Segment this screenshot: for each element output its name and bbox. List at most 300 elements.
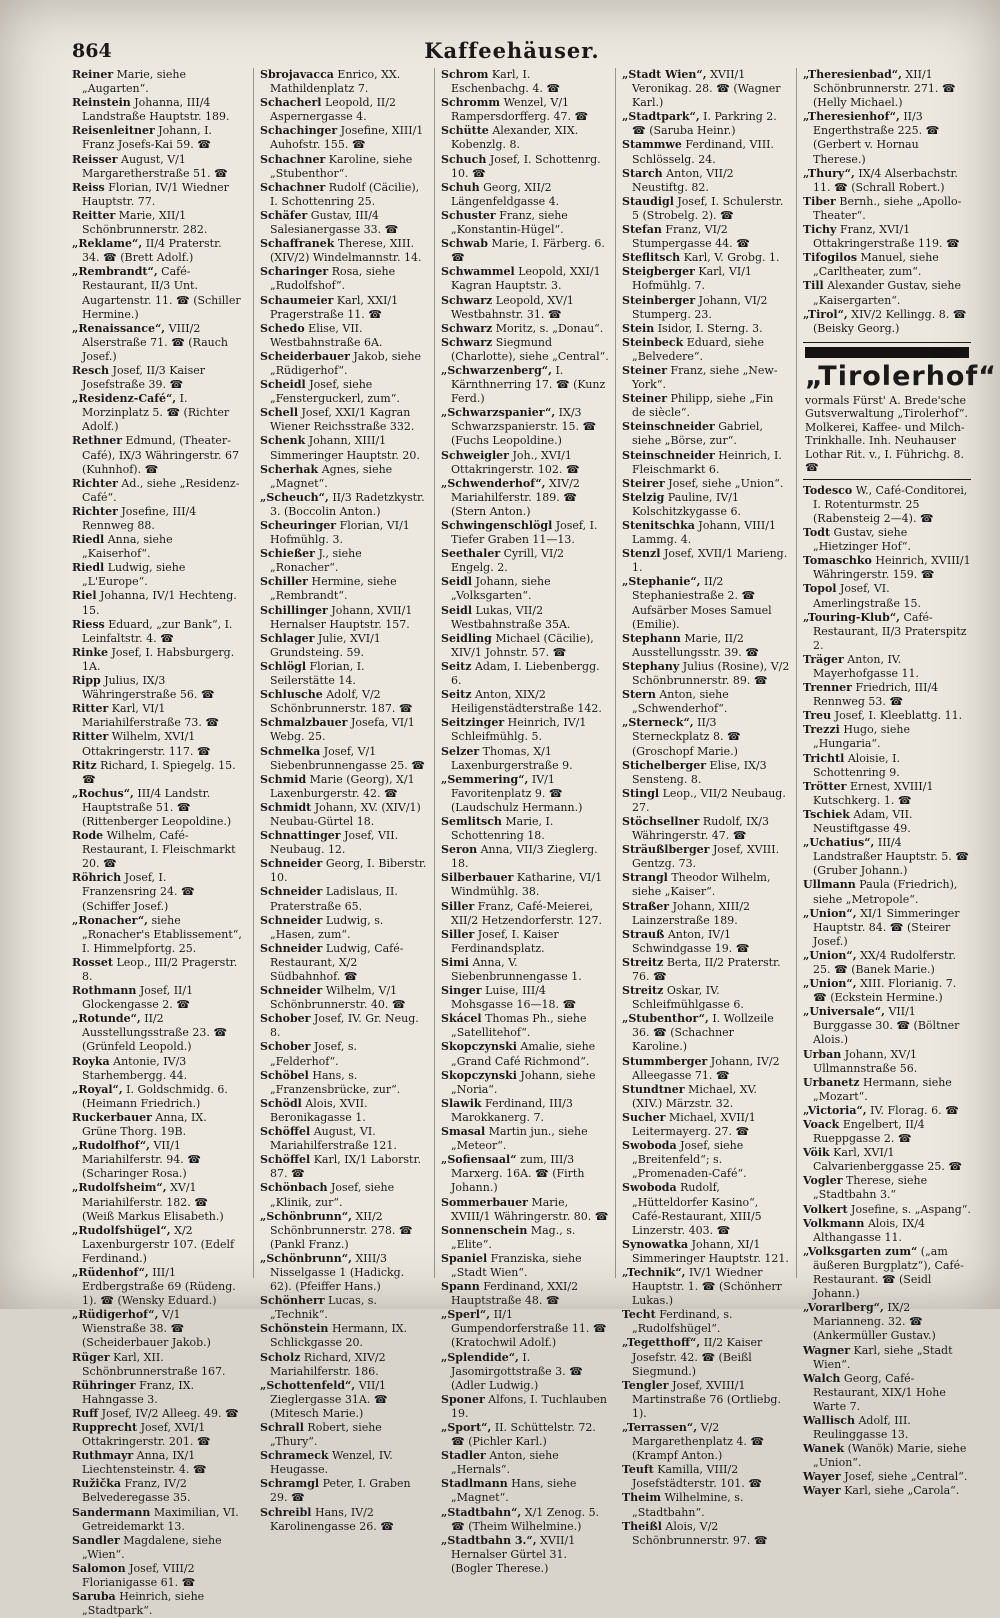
entry-details: Martin jun., siehe „Meteor“. — [451, 1125, 588, 1153]
entry-details: Josef, siehe „Klinik, zur“. — [270, 1181, 395, 1209]
listing-entry — [441, 1308, 609, 1350]
entry-details: Adam, VII. Neustiftgasse 49. — [813, 807, 913, 836]
listing-entry — [260, 1252, 428, 1294]
entry-details: Marie, II/2 Ausstellungsstr. 39. ☎ — [632, 631, 759, 659]
entry-details: Leopold, XXI/1 Kagran Hauptstr. 3. — [451, 265, 601, 293]
entry-name: „Splendide“, — [441, 1350, 519, 1364]
entry-name: „Uchatius“, — [803, 836, 875, 850]
listing-entry — [72, 322, 242, 364]
entry-details: Karl, XXI/1 Pragerstraße 11. ☎ — [270, 293, 399, 321]
entry-details: Georg, XII/2 Längenfeldgasse 4. — [451, 180, 560, 208]
entry-name: „Rotunde“, — [72, 1012, 141, 1026]
listing-entry — [441, 660, 609, 688]
entry-name: „Rochus“, — [72, 786, 134, 800]
ad-text-line: Molkerei, Kaffee- und Milch- — [805, 420, 965, 434]
listing-entry — [260, 96, 428, 124]
entry-name: Steinberger — [622, 293, 696, 307]
entry-name: Simi — [441, 955, 469, 969]
listing-entry — [260, 378, 428, 406]
entry-details: Anton, IV. Mayerhofgasse 11. — [813, 652, 919, 680]
listing-entry — [803, 653, 971, 681]
entry-name: Siller — [441, 927, 475, 941]
entry-name: Smasal — [441, 1125, 486, 1139]
entry-details: Marie, XII/1 Schönbrunnerstr. 282. — [82, 208, 208, 237]
entry-details: Julius (Rosine), V/2 Schönbrunnerstr. 89. ☎ — [632, 659, 790, 688]
listing-entry — [260, 463, 428, 491]
entry-details: Cyrill, VI/2 Engelg. 2. — [451, 547, 565, 575]
entry-name: „Vorarlberg“, — [803, 1301, 884, 1315]
entry-name: Topol — [803, 582, 837, 596]
listing-entry — [72, 871, 242, 913]
entry-name: Schell — [260, 406, 298, 420]
listing-entry — [441, 843, 609, 871]
entry-name: „Union“, — [803, 948, 857, 962]
listing-entry — [441, 181, 609, 209]
entry-details: II/2 Stephaniestraße 2. ☎ Aufsärber Moses Samuel (Emilie). — [632, 575, 772, 631]
entry-name: Tschiek — [803, 807, 850, 821]
entry-name: „Ronacher“, — [72, 913, 148, 927]
entry-details: V/2 Margarethenplatz 4. ☎ (Krampf Anton.) — [632, 1421, 765, 1463]
entry-name: Stein — [622, 321, 655, 335]
entry-details: Ferdinand, III/3 Marokkanerg. 7. — [451, 1096, 573, 1124]
entry-name: Schiller — [260, 575, 308, 589]
entry-name: Singer — [441, 984, 482, 998]
entry-details: I. Jasomirgottstraße 3. ☎ (Adler Ludwig.) — [451, 1350, 583, 1392]
entry-details: Anton, siehe „Schwenderhof“. — [632, 688, 729, 716]
listing-entry — [72, 477, 242, 505]
entry-details: Jakob, siehe „Rüdigerhof“. — [270, 349, 421, 377]
entry-name: „Rudolfhof“, — [72, 1139, 150, 1153]
listing-entry — [72, 759, 242, 787]
entry-name: Schneider — [260, 913, 323, 927]
entry-details: Agnes, siehe „Magnet“. — [270, 462, 393, 490]
entry-name: Sucher — [622, 1110, 666, 1124]
listing-entry — [803, 1442, 971, 1470]
listing-entry — [441, 900, 609, 928]
listing-entry — [803, 949, 971, 977]
entry-details: Gustav, siehe „Hietzinger Hof“. — [813, 526, 912, 554]
entry-name: „Technik“, — [622, 1265, 686, 1279]
listing-entry — [72, 956, 242, 984]
entry-name: Steirer — [622, 476, 665, 490]
entry-name: „Schottenfeld“, — [260, 1378, 356, 1392]
entry-name: Stingl — [622, 786, 660, 800]
entry-details: Anna, V. Siebenbrunnengasse 1. — [451, 955, 582, 983]
entry-details: Johanna, IV/1 Hechteng. 15. — [82, 589, 237, 617]
entry-name: Trichtl — [803, 751, 845, 765]
entry-details: Josefa, VI/1 Webg. 25. — [270, 716, 415, 744]
entry-name: „Stadt Wien“, — [622, 68, 707, 81]
listing-entry — [803, 907, 971, 949]
entry-name: „Schönbrunn“, — [260, 1251, 352, 1265]
entry-details: Johann, VI/2 Stumperg. 23. — [632, 293, 768, 321]
entry-details: Anna, siehe „Kaiserhof“. — [82, 533, 173, 561]
entry-name: „Thury“, — [803, 166, 855, 180]
entry-details: Berta, II/2 Praterstr. 76. ☎ — [632, 955, 781, 983]
entry-details: Michael, XV. (XIV.) Märzstr. 32. — [632, 1082, 758, 1110]
entry-name: Tifogilos — [803, 251, 858, 265]
page-number: 864 — [72, 40, 112, 62]
entry-name: „Stadtbahn 3.“, — [441, 1533, 537, 1547]
listing-entry — [441, 773, 609, 815]
entry-details: Marie (Georg), X/1 Laxenburgerstr. 42. ☎ — [270, 772, 415, 800]
entry-details: Ferdinand, s. „Rudolfshügel“. — [632, 1308, 733, 1336]
entry-details: Gustav, III/4 Salesianergasse 33. ☎ — [270, 208, 399, 237]
listing-entry — [441, 745, 609, 773]
entry-name: Ružička — [72, 1477, 122, 1491]
entry-name: Stelzig — [622, 490, 665, 504]
listing-entry — [803, 1484, 971, 1498]
listing-entry — [622, 1055, 790, 1083]
entry-details: I. Parkring 2. ☎ (Saruba Heinr.) — [632, 110, 777, 138]
listing-entry — [622, 223, 790, 251]
listing-entry — [622, 449, 790, 477]
listing-entry — [803, 1344, 971, 1372]
entry-name: Schachner — [260, 180, 326, 194]
entry-details: W., Café-Conditorei, I. Rotenturmstr. 25 (Rabensteig 2—4). ☎ — [813, 483, 968, 525]
entry-details: Adolf, V/2 Schönbrunnerstr. 187. ☎ — [270, 688, 413, 716]
listing-entry — [260, 547, 428, 575]
entry-details: Anton, IV/1 Schwindgasse 19. ☎ — [632, 927, 750, 955]
entry-name: Schlögl — [260, 659, 307, 673]
entry-name: Schwammel — [441, 265, 515, 279]
entry-name: Schedo — [260, 321, 305, 335]
entry-name: Steinbeck — [622, 335, 684, 349]
entry-name: Tiber — [803, 194, 836, 208]
entry-details: Philipp, siehe „Fin de siècle“. — [632, 392, 774, 420]
entry-details: Josef, VIII/2 Florianigasse 61. ☎ — [82, 1561, 196, 1590]
listing-entry — [72, 434, 242, 476]
listing-entry — [441, 815, 609, 843]
entry-details: Franz, siehe „New-York“. — [632, 363, 778, 392]
entry-name: Schmalzbauer — [260, 716, 348, 730]
entry-details: Johann, XV/1 Ullmannstraße 56. — [813, 1047, 918, 1075]
listing-entry — [622, 900, 790, 928]
entry-name: Seitz — [441, 688, 472, 702]
entry-details: Wilhelm, XVI/1 Ottakringerstr. 117. ☎ — [82, 730, 211, 758]
entry-name: Steflitsch — [622, 251, 681, 265]
entry-details: Eduard, „zur Bank“, I. Leinfaltstr. 4. ☎ — [82, 617, 233, 645]
entry-name: Steinschneider — [622, 448, 715, 462]
listing-entry — [260, 265, 428, 293]
entry-name: Stummberger — [622, 1054, 708, 1068]
entry-name: „Rüdigerhof“, — [72, 1308, 159, 1322]
entry-name: „Sofiensaal“ — [441, 1153, 517, 1167]
listing-entry — [441, 1393, 609, 1421]
entry-name: „Reklame“, — [72, 237, 143, 251]
entry-details: I. Wollzeile 36. ☎ (Schachner Karoline.) — [632, 1012, 774, 1054]
listing-column-4 — [615, 68, 790, 1547]
entry-name: Trenner — [803, 681, 852, 695]
listing-entry — [260, 294, 428, 322]
entry-details: Josef, I. Kleeblattg. 11. — [834, 709, 963, 723]
entry-details: Johann, VIII/1 Lammg. 4. — [632, 519, 776, 547]
entry-name: Reitter — [72, 208, 116, 222]
entry-name: Voack — [803, 1118, 840, 1131]
listing-entry — [622, 167, 790, 195]
entry-details: Anna, IX/1 Liechtensteinstr. 4. ☎ — [82, 1449, 207, 1477]
listing-entry — [803, 1005, 971, 1047]
entry-name: Steiner — [622, 363, 667, 377]
entry-name: Slawik — [441, 1096, 482, 1110]
entry-name: „Touring-Klub“, — [803, 610, 900, 624]
listing-entry — [441, 1421, 609, 1449]
entry-details: Michael, XVII/1 Leitermayerg. 27. ☎ — [632, 1110, 756, 1139]
entry-name: Semlitsch — [441, 814, 502, 828]
entry-details: Wenzel, IV. Heugasse. — [270, 1449, 393, 1477]
entry-name: Stammwe — [622, 138, 682, 152]
entry-details: Ludwig, Café-Restaurant, X/2 Südbahnhof. ☎ — [270, 941, 404, 983]
listing-entry — [72, 1083, 242, 1111]
listing-entry — [72, 1351, 242, 1379]
entry-details: Johann, IV/2 Alleegasse 71. ☎ — [632, 1054, 780, 1082]
entry-name: „Sperl“, — [441, 1308, 491, 1322]
listing-entry — [72, 1407, 242, 1421]
listing-entry — [803, 1104, 971, 1118]
entry-details: Ferdinand, XXI/2 Hauptstraße 48. ☎ — [451, 1280, 579, 1308]
entry-details: Mag., s. „Elite“. — [451, 1223, 576, 1251]
entry-name: Seidling — [441, 631, 492, 645]
entry-details: Josefine, s. „Aspang“. — [851, 1202, 971, 1216]
entry-name: Riedl — [72, 533, 105, 547]
entry-name: Stenzl — [622, 547, 661, 561]
entry-details: II. Schüttelstr. 72. ☎ (Pichler Karl.) — [451, 1421, 596, 1449]
listing-entry — [72, 1449, 242, 1477]
entry-name: „Tegetthoff“, — [622, 1336, 701, 1350]
entry-details: Franz, IV/2 Belvederegasse 35. — [82, 1477, 191, 1505]
listing-entry — [622, 251, 790, 265]
entry-details: Josef, I. Franzensring 24. ☎ (Schiffer Josef.) — [82, 871, 195, 913]
entry-name: Scheidl — [260, 378, 306, 392]
listing-entry — [803, 1414, 971, 1442]
listing-entry — [622, 1012, 790, 1054]
entry-details: XI/1 Simmeringer Hauptstr. 84. ☎ (Steirer Josef.) — [813, 906, 960, 948]
listing-entry — [260, 801, 428, 829]
entry-name: Schnattinger — [260, 829, 341, 843]
entry-details: X/2 Laxenburgerstr 107. (Edelf Ferdinand.) — [82, 1223, 235, 1265]
listing-entry — [803, 878, 971, 906]
entry-name: Stern — [622, 688, 656, 702]
listing-entry — [622, 928, 790, 956]
listing-entry — [441, 294, 609, 322]
entry-details: Karl, V. Grobg. 1. — [683, 251, 780, 265]
entry-name: Selzer — [441, 744, 480, 758]
entry-details: Josef, VI. Amerlingstraße 15. — [813, 582, 922, 610]
entry-name: Wayer — [803, 1470, 841, 1484]
entry-name: Schmid — [260, 772, 307, 786]
entry-name: Rothmann — [72, 984, 137, 998]
listing-entry — [622, 759, 790, 787]
entry-details: Oskar, IV. Schleifmühlgasse 6. — [632, 984, 744, 1012]
entry-details: IV. Florag. 6. ☎ — [870, 1103, 959, 1117]
entry-name: Steinschneider — [622, 420, 715, 434]
entry-details: XV/1 Mariahilferstr. 182. ☎ (Weiß Markus Elisabeth.) — [82, 1181, 224, 1223]
entry-details: Franz, IX. Hahngasse 3. — [82, 1378, 195, 1406]
entry-details: Isidor, I. Sterng. 3. — [657, 321, 763, 335]
listing-entry — [622, 336, 790, 364]
entry-details: Leop., III/2 Pragerstr. 8. — [82, 955, 238, 983]
entry-details: Amalie, siehe „Grand Café Richmond“. — [451, 1040, 596, 1068]
listing-entry — [260, 745, 428, 773]
listing-entry — [441, 716, 609, 744]
entry-name: Stenitschka — [622, 519, 695, 532]
entry-details: Josef, I. Habsburgerg. 1A. — [82, 645, 235, 673]
listing-entry — [803, 484, 971, 526]
listing-entry — [441, 322, 609, 336]
listing-entry — [72, 1266, 242, 1308]
entry-name: Schmelka — [260, 744, 321, 758]
listing-entry — [622, 519, 790, 547]
entry-details: Alois, IX/4 Althangasse 11. — [813, 1216, 926, 1244]
entry-name: Rüger — [72, 1350, 110, 1364]
entry-name: Schmidt — [260, 800, 312, 814]
entry-details: XX/4 Rudolferstr. 25. ☎ (Banek Marie.) — [813, 948, 956, 976]
listing-entry — [260, 688, 428, 716]
page-title: Kaffeehäuser. — [424, 38, 600, 63]
entry-details: Therese, XIII. (XIV/2) Windelmannstr. 14. — [270, 237, 422, 265]
listing-entry — [441, 477, 609, 519]
listing-entry — [441, 1252, 609, 1280]
listing-entry — [72, 1590, 242, 1618]
entry-details: II/2 Ausstellungsstraße 23. ☎ (Grünfeld Leopold.) — [82, 1012, 228, 1054]
listing-entry — [260, 491, 428, 519]
entry-details: Johann, siehe „Noria“. — [451, 1068, 596, 1096]
entry-details: III/4 Landstr. Hauptstraße 51. ☎ (Rittenberger Leopoldine.) — [82, 786, 232, 828]
entry-details: II/2 Kaiser Josefstr. 42. ☎ (Beißl Siegmund.) — [632, 1336, 763, 1378]
entry-name: Ruthmayr — [72, 1449, 134, 1463]
entry-details: Aloisie, I. Schottenring 9. — [813, 751, 900, 779]
listing-column-1 — [72, 68, 242, 1618]
entry-details: Edmund, (Theater-Café), IX/3 Währingerstr. 67 (Kuhnhof). ☎ — [82, 434, 239, 476]
entry-details: IX/3 Schwarzspanierstr. 15. ☎ (Fuchs Leopoldine.) — [451, 406, 597, 448]
entry-name: „Rudolfsheim“, — [72, 1181, 167, 1195]
entry-details: V/1 Wienstraße 38. ☎ (Scheiderbauer Jakob.) — [82, 1308, 211, 1350]
entry-details: Pauline, IV/1 Kolschitzkygasse 6. — [632, 490, 741, 518]
entry-name: Vogler — [803, 1174, 843, 1188]
entry-name: Ritter — [72, 730, 109, 744]
listing-entry — [260, 322, 428, 350]
listing-entry — [803, 709, 971, 723]
entry-details: IX/2 Marianneng. 32. ☎ (Ankermüller Gustav.) — [813, 1301, 936, 1343]
listing-entry — [260, 575, 428, 603]
listing-entry — [803, 836, 971, 878]
entry-details: Hermann, siehe „Mozart“. — [813, 1075, 952, 1103]
entry-details: Josef, I. Schottenrg. 10. ☎ — [451, 152, 601, 180]
entry-name: Richter — [72, 504, 118, 518]
entry-details: Peter, I. Graben 29. ☎ — [270, 1477, 411, 1505]
entry-name: Scheiderbauer — [260, 349, 350, 363]
entry-details: Karl, siehe „Carola“. — [844, 1484, 960, 1498]
listing-entry — [803, 808, 971, 836]
entry-name: Theißl — [622, 1519, 662, 1533]
entry-name: Schaffranek — [260, 237, 335, 251]
listing-entry — [441, 1153, 609, 1195]
listing-entry — [803, 1076, 971, 1104]
entry-name: Schuch — [441, 152, 487, 166]
listing-entry — [622, 195, 790, 223]
entry-details: Rudolf, „Hütteldorfer Kasino“, Café-Restaurant, XIII/5 Linzerstr. 403. ☎ — [632, 1181, 762, 1237]
listing-entry — [622, 787, 790, 815]
listing-entry — [72, 730, 242, 758]
tirolerhof-advertisement — [803, 342, 997, 480]
listing-entry — [260, 773, 428, 801]
entry-name: Skácel — [441, 1012, 482, 1026]
entry-name: Strauß — [622, 927, 665, 941]
entry-name: Schwab — [441, 237, 488, 251]
listing-entry — [622, 1308, 790, 1336]
entry-name: Spaniel — [441, 1251, 488, 1265]
entry-details: Heinrich, I. Fleischmarkt 6. — [632, 448, 782, 476]
listing-entry — [260, 1181, 428, 1209]
listing-entry — [441, 1280, 609, 1308]
entry-details: VII/1 Mariahilferstr. 94. ☎ (Scharinger Rosa.) — [82, 1139, 201, 1181]
entry-name: „Sterneck“, — [622, 716, 694, 730]
listing-entry — [260, 1069, 428, 1097]
entry-details: IX/4 Alserbachstr. 11. ☎ (Schrall Robert.) — [813, 166, 959, 194]
entry-details: Josef, s. „Felderhof“. — [270, 1040, 357, 1068]
entry-details: III/1 Erdbergstraße 69 (Rüdeng. 1). ☎ (Wensky Eduard.) — [82, 1265, 236, 1308]
entry-name: Schwingenschlögl — [441, 519, 553, 532]
entry-name: Stundtner — [622, 1082, 685, 1096]
entry-name: Reinstein — [72, 96, 131, 110]
listing-entry — [803, 1372, 971, 1414]
listing-entry — [260, 632, 428, 660]
entry-details: XII/1 Schönbrunnerstr. 271. ☎ (Helly Michael.) — [813, 68, 956, 110]
listing-entry — [622, 1266, 790, 1308]
listing-entry — [260, 350, 428, 378]
listing-entry — [441, 153, 609, 181]
entry-name: Schrall — [260, 1421, 304, 1434]
listing-entry — [72, 646, 242, 674]
listing-column-3 — [434, 68, 609, 1575]
entry-name: Till — [803, 279, 824, 293]
entry-name: Spann — [441, 1280, 480, 1294]
ad-title: „Tirolerhof“ — [805, 360, 997, 392]
entry-details: Friedrich, III/4 Rennweg 53. ☎ — [813, 681, 939, 709]
listing-entry — [803, 1174, 971, 1202]
listing-entry — [72, 364, 242, 392]
entry-name: „Tirol“, — [803, 307, 848, 321]
listing-entry — [622, 491, 790, 519]
entry-name: „Schwarzenberg“, — [441, 363, 552, 377]
entry-name: Skopczynski — [441, 1068, 517, 1082]
listing-entry — [803, 1048, 971, 1076]
entry-name: Ripp — [72, 674, 101, 688]
listing-entry — [622, 392, 790, 420]
listing-entry — [622, 1139, 790, 1181]
entry-name: Schneider — [260, 885, 323, 899]
entry-name: „Royal“, — [72, 1082, 123, 1096]
entry-details: Karl, VI/1 Mariahilferstraße 73. ☎ — [82, 702, 220, 730]
listing-entry — [260, 1097, 428, 1125]
listing-entry — [260, 604, 428, 632]
listing-entry — [72, 618, 242, 646]
listing-entry — [622, 1520, 790, 1548]
listing-entry — [72, 533, 242, 561]
entry-details: Franz, Café-Meierei, XII/2 Hetzendorferstr. 127. — [451, 899, 602, 927]
listing-entry — [72, 1477, 242, 1505]
entry-details: Robert, siehe „Thury“. — [270, 1421, 382, 1449]
entry-name: Sommerbauer — [441, 1195, 528, 1209]
entry-name: Stephany — [622, 659, 680, 673]
entry-details: Julie, XVI/1 Grundsteing. 59. — [270, 631, 381, 659]
entry-details: XIV/2 Kellingg. 8. ☎ (Beisky Georg.) — [813, 307, 967, 335]
entry-name: Rinke — [72, 645, 108, 659]
entry-details: I. Goldschmidg. 6. (Heimann Friedrich.) — [82, 1082, 228, 1110]
entry-name: Siller — [441, 899, 475, 913]
entry-details: Richard, XIV/2 Mariahilferstr. 186. — [270, 1350, 386, 1378]
entry-details: Johann, XIII/2 Lainzerstraße 189. — [632, 899, 751, 927]
